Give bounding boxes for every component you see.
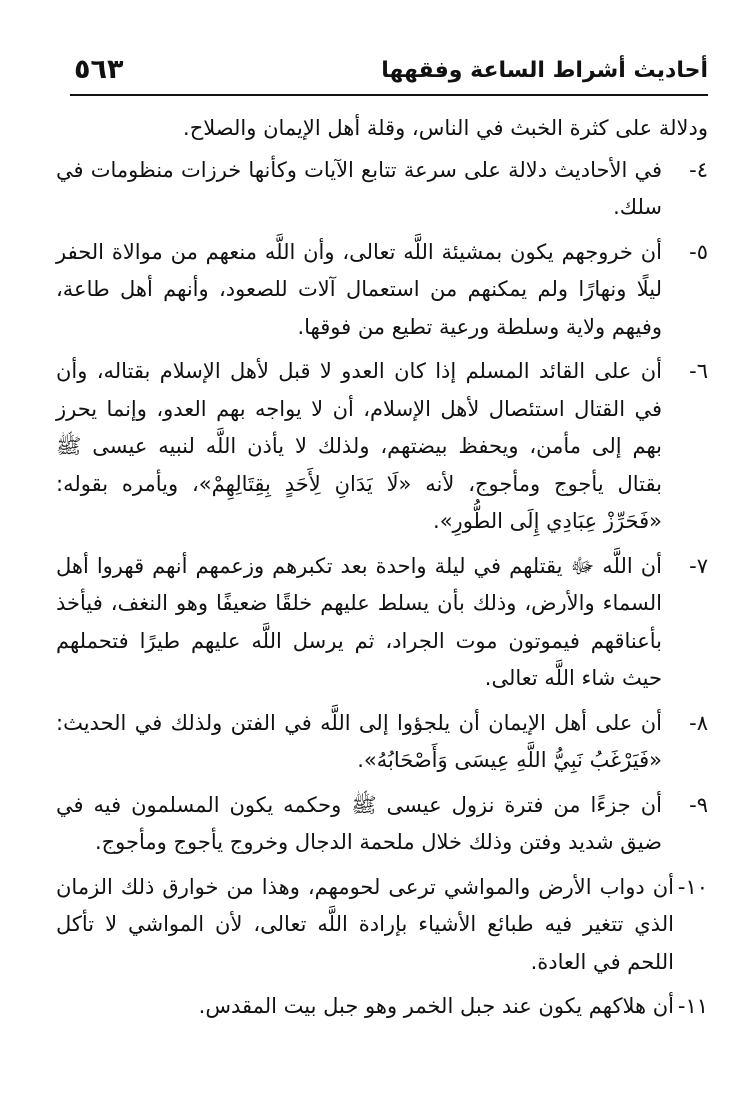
list-item-5 [56,234,708,347]
item-number: ٥- [689,239,708,264]
list-item-7 [56,548,708,698]
item-number: ٦- [689,359,708,383]
page-body [56,110,708,1033]
item-number: ٨- [689,710,708,735]
item-number: ٩- [689,792,708,817]
list-item-10 [56,869,708,982]
item-number: ١١- [677,994,708,1018]
running-title: أحاديث أشراط الساعة وفقهها [381,58,708,83]
item-text: أن على القائد المسلم إذا كان العدو لا قبل لأهل الإسلام بقتاله، وأن في القتال استئصال لأهل الإسلام، أن لا يواجه بهم العدو، وإنما يحرز بهم إلى مأمن، ويحفظ بيضتهم، ولذلك لا يأذن اللَّه لنبيه عيسى ﷺ بقتال يأجوج ومأجوج، لأنه «لَا يَدَانِ لِأَحَدٍ بِقِتَالِهِمْ»، ويأمره بقوله: «فَحَرِّزْ عِبَادِي إِلَى الطُّورِ». [56,359,662,533]
item-number: ٧- [689,553,708,578]
list-item-6 [56,353,708,541]
item-text: أن على أهل الإيمان أن يلجؤوا إلى اللَّه في الفتن ولذلك في الحديث: «فَيَرْغَبُ نَبِيُّ اللَّهِ عِيسَى وَأَصْحَابُهُ». [56,710,662,772]
item-text: أن هلاكهم يكون عند جبل الخمر وهو جبل بيت المقدس. [198,994,674,1018]
item-text: أن دواب الأرض والمواشي ترعى لحومهم، وهذا من خوارق ذلك الزمان الذي تتغير فيه طبائع الأشياء بإرادة اللَّه تعالى، لأن المواشي لا تأكل اللحم في العادة. [56,874,674,974]
list-item-4 [56,152,708,227]
item-text: في الأحاديث دلالة على سرعة تتابع الآيات وكأنها خرزات منظومات في سلك. [56,157,662,219]
page-header [70,56,708,96]
page-number: ٥٦٣ [74,54,124,85]
list-item-8 [56,705,708,780]
item-text: أن خروجهم يكون بمشيئة اللَّه تعالى، وأن اللَّه منعهم من موالاة الحفر ليلًا ونهارًا ولم يمكنهم من استعمال آلات للصعود، وأنهم أهل طاعة، وفيهم ولاية وسلطة ورعية تطيع من فوقها. [56,239,662,339]
item-text: أن اللَّه ﷻ يقتلهم في ليلة واحدة بعد تكبرهم وزعمهم أنهم قهروا أهل السماء والأرض، وذلك بأن يسلط عليهم خلقًا ضعيفًا وهو النغف، فيأخذ بأعناقهم فيموتون موت الجراد، ثم يرسل اللَّه عليهم طيرًا فتحملهم حيث شاء اللَّه تعالى. [56,553,662,690]
item-number: ٤- [689,157,708,182]
intro-paragraph: ودلالة على كثرة الخبث في الناس، وقلة أهل الإيمان والصلاح. [183,116,708,140]
item-number: ١٠- [677,874,708,899]
list-item-9 [56,787,708,862]
item-text: أن جزءًا من فترة نزول عيسى ﷺ وحكمه يكون المسلمون فيه في ضيق شديد وفتن وذلك خلال ملحمة الدجال وخروج يأجوج ومأجوج. [56,792,662,854]
list-item-11 [56,988,708,1026]
